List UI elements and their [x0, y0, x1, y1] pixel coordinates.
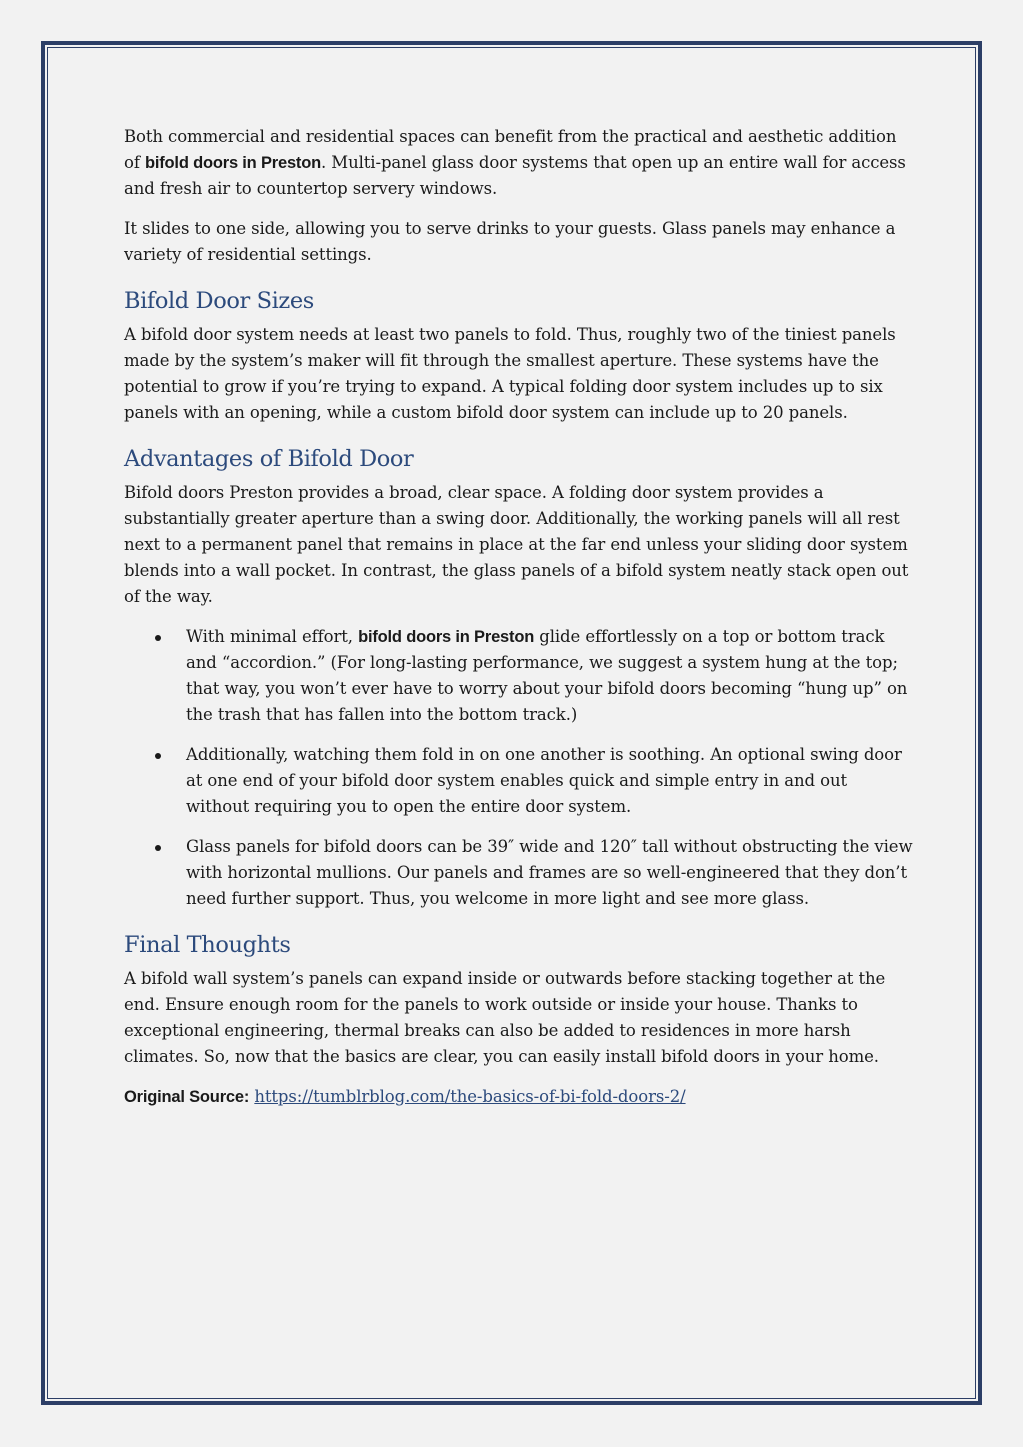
advantages-paragraph: Bifold doors Preston provides a broad, clear space. A folding door system provides a substantially greater aperture than a swing door. Additionally, the working panels will all rest next to a permanent panel that remains in place at the far end unless your sliding door system blends into a wall pocket. In contrast, the glass panels of a bifold system neatly stack open out of the way.: [124, 483, 909, 606]
document-body: [124, 124, 914, 1124]
original-source-line: [124, 1084, 914, 1110]
heading-final-thoughts: Final Thoughts: [124, 932, 291, 958]
bold-keyword: bifold doors in Preston: [145, 154, 321, 172]
list-item: With minimal effort, bifold doors in Preston glide effortlessly on a top or bottom track and “accordion.” (For long-lasting performance, we suggest a system hung at the top; that way, you won’t ever have to worry about your bifold doors becoming “hung up” on the trash that has fallen into the bottom track.): [124, 624, 914, 728]
bold-keyword: bifold doors in Preston: [358, 628, 535, 646]
heading-advantages: Advantages of Bifold Door: [124, 446, 414, 472]
sizes-paragraph: A bifold door system needs at least two panels to fold. Thus, roughly two of the tiniest panels made by the system’s maker will fit through the smallest aperture. These systems have the potential to grow if you’re trying to expand. A typical folding door system includes up to six panels with an opening, while a custom bifold door system can include up to 20 panels.: [124, 325, 896, 422]
list-item: Glass panels for bifold doors can be 39″ wide and 120″ tall without obstructing the view with horizontal mullions. Our panels and frames are so well-engineered that they don’t need further support. Thus, you welcome in more light and see more glass.: [124, 834, 914, 912]
source-label: Original Source:: [124, 1088, 250, 1106]
bullet-icon: [155, 845, 161, 851]
intro-paragraph-1: Both commercial and residential spaces can benefit from the practical and aesthetic addition of bifold doors in Preston. Multi-panel glass door systems that open up an entire wall for access and fresh air to countertop servery windows.: [124, 127, 906, 198]
bullet-icon: [155, 753, 161, 759]
final-paragraph: A bifold wall system’s panels can expand inside or outwards before stacking together at the end. Ensure enough room for the panels to work outside or inside your house. Thanks to exceptional engineering, thermal breaks can also be added to residences in more harsh climates. So, now that the basics are clear, you can easily install bifold doors in your home.: [124, 969, 886, 1066]
intro-paragraph-2: It slides to one side, allowing you to serve drinks to your guests. Glass panels may enhance a variety of residential settings.: [124, 219, 896, 264]
advantages-bullet-list: [124, 624, 914, 912]
bullet-icon: [155, 635, 161, 641]
list-item: Additionally, watching them fold in on one another is soothing. An optional swing door at one end of your bifold door system enables quick and simple entry in and out without requiring you to open the entire door system.: [124, 742, 914, 820]
source-link[interactable]: https://tumblrblog.com/the-basics-of-bi-fold-doors-2/: [254, 1087, 686, 1106]
heading-bifold-door-sizes: Bifold Door Sizes: [124, 288, 314, 314]
